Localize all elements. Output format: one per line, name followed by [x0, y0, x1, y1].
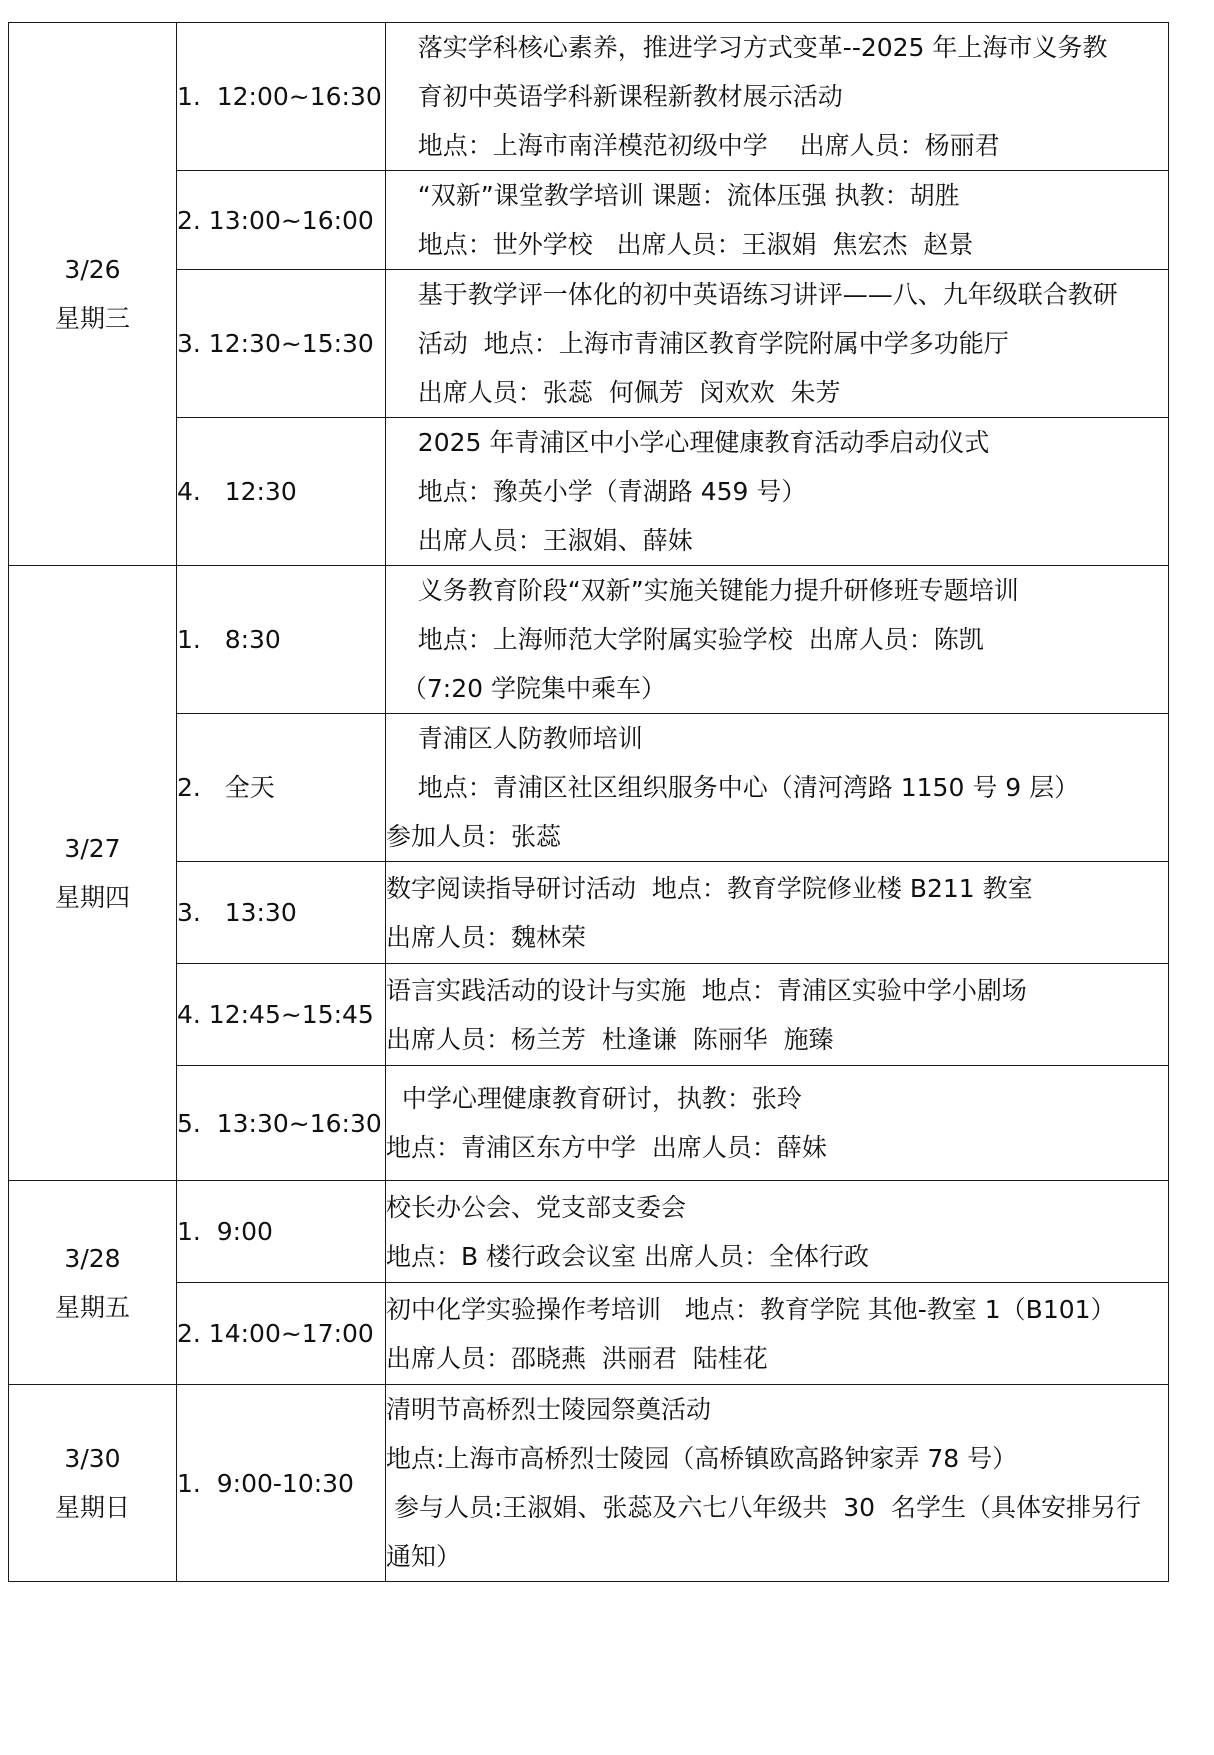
schedule-body	[9, 23, 1169, 1582]
event-detail-line: 落实学科核心素养，推进学习方式变革--2025 年上海市义务教	[386, 33, 1108, 62]
time-cell: 1. 12:00~16:30	[177, 23, 386, 171]
time-cell: 5. 13:30~16:30	[177, 1066, 386, 1181]
table-row	[9, 862, 1169, 964]
event-details-cell	[386, 964, 1169, 1066]
event-detail-line: 育初中英语学科新课程新教材展示活动	[386, 82, 843, 111]
event-detail-line: 地点:上海市高桥烈士陵园（高桥镇欧高路钟家弄 78 号）	[386, 1444, 1018, 1473]
date-cell	[9, 566, 177, 1181]
event-details-cell	[386, 1181, 1169, 1283]
event-details-cell	[386, 171, 1169, 270]
time-cell: 1. 9:00	[177, 1181, 386, 1283]
event-detail-line: 中学心理健康教育研讨，执教：张玲	[386, 1084, 802, 1113]
time-cell: 1. 9:00-10:30	[177, 1385, 386, 1582]
event-detail-line: 出席人员：张蕊 何佩芳 闵欢欢 朱芳	[386, 378, 841, 407]
event-detail-line: 青浦区人防教师培训	[386, 724, 643, 753]
event-detail-line: 地点：豫英小学（青湖路 459 号）	[386, 477, 807, 506]
time-cell: 2. 14:00~17:00	[177, 1283, 386, 1385]
date-cell	[9, 1385, 177, 1582]
event-details-cell	[386, 1385, 1169, 1582]
weekday-label: 星期三	[54, 304, 130, 333]
event-detail-line: 地点：青浦区东方中学 出席人员：薛妹	[386, 1133, 827, 1162]
table-row	[9, 171, 1169, 270]
event-detail-line: 义务教育阶段“双新”实施关键能力提升研修班专题培训	[386, 576, 1019, 605]
event-detail-line: 基于教学评一体化的初中英语练习讲评——八、九年级联合教研	[386, 280, 1118, 309]
table-row	[9, 1385, 1169, 1582]
event-detail-line: 地点：B 楼行政会议室 出席人员：全体行政	[386, 1241, 870, 1271]
time-cell: 4. 12:30	[177, 418, 386, 566]
event-detail-line: 校长办公会、党支部支委会	[386, 1192, 687, 1222]
date-cell	[9, 1181, 177, 1385]
time-cell: 2. 全天	[177, 714, 386, 862]
date-label: 3/26	[64, 255, 121, 284]
event-detail-line: 地点：上海市南洋模范初级中学 出席人员：杨丽君	[386, 131, 1000, 160]
event-detail-line: （7:20 学院集中乘车）	[386, 674, 666, 703]
event-detail-line: 2025 年青浦区中小学心理健康教育活动季启动仪式	[386, 428, 990, 457]
event-details-cell	[386, 1066, 1169, 1181]
date-label: 3/27	[64, 834, 121, 863]
table-row	[9, 714, 1169, 862]
event-details-cell	[386, 862, 1169, 964]
schedule-table	[8, 22, 1169, 1582]
table-row	[9, 1283, 1169, 1385]
date-label: 3/28	[64, 1243, 121, 1273]
time-cell: 2. 13:00~16:00	[177, 171, 386, 270]
table-row	[9, 1066, 1169, 1181]
event-details-cell	[386, 1283, 1169, 1385]
event-detail-line: 参加人员：张蕊	[386, 822, 562, 851]
time-cell: 3. 13:30	[177, 862, 386, 964]
event-details-cell	[386, 566, 1169, 714]
table-row	[9, 964, 1169, 1066]
event-details-cell	[386, 714, 1169, 862]
event-detail-line: 数字阅读指导研讨活动 地点：教育学院修业楼 B211 教室	[386, 873, 1033, 903]
event-details-cell	[386, 418, 1169, 566]
table-row	[9, 1181, 1169, 1283]
table-row	[9, 418, 1169, 566]
event-detail-line: 地点：青浦区社区组织服务中心（清河湾路 1150 号 9 层）	[386, 773, 1080, 802]
weekday-label: 星期四	[54, 883, 130, 912]
weekday-label: 星期日	[54, 1493, 130, 1522]
event-detail-line: 初中化学实验操作考培训 地点：教育学院 其他-教室 1（B101）	[386, 1294, 1116, 1324]
table-row	[9, 270, 1169, 418]
event-detail-line: “双新”课堂教学培训 课题：流体压强 执教：胡胜	[386, 181, 960, 210]
event-detail-line: 通知）	[386, 1542, 462, 1571]
time-cell: 4. 12:45~15:45	[177, 964, 386, 1066]
date-cell	[9, 23, 177, 566]
event-detail-line: 出席人员：王淑娟、薛妹	[386, 526, 693, 555]
event-detail-line: 活动 地点：上海市青浦区教育学院附属中学多功能厅	[386, 329, 1009, 358]
event-detail-line: 地点：上海师范大学附属实验学校 出席人员：陈凯	[386, 625, 984, 654]
event-detail-line: 出席人员：邵晓燕 洪丽君 陆桂花	[386, 1343, 768, 1373]
event-detail-line: 地点：世外学校 出席人员：王淑娟 焦宏杰 赵景	[386, 230, 974, 259]
event-details-cell	[386, 23, 1169, 171]
event-detail-line: 语言实践活动的设计与实施 地点：青浦区实验中学小剧场	[386, 975, 1027, 1005]
date-label: 3/30	[64, 1444, 121, 1473]
event-detail-line: 出席人员：魏林荣	[386, 922, 587, 952]
event-details-cell	[386, 270, 1169, 418]
weekday-label: 星期五	[54, 1292, 130, 1322]
event-detail-line: 清明节高桥烈士陵园祭奠活动	[386, 1395, 712, 1424]
table-row	[9, 23, 1169, 171]
event-detail-line: 参与人员:王淑娟、张蕊及六七八年级共 30 名学生（具体安排另行	[386, 1493, 1141, 1522]
time-cell: 1. 8:30	[177, 566, 386, 714]
time-cell: 3. 12:30~15:30	[177, 270, 386, 418]
table-row	[9, 566, 1169, 714]
event-detail-line: 出席人员：杨兰芳 杜逢谦 陈丽华 施臻	[386, 1024, 834, 1054]
